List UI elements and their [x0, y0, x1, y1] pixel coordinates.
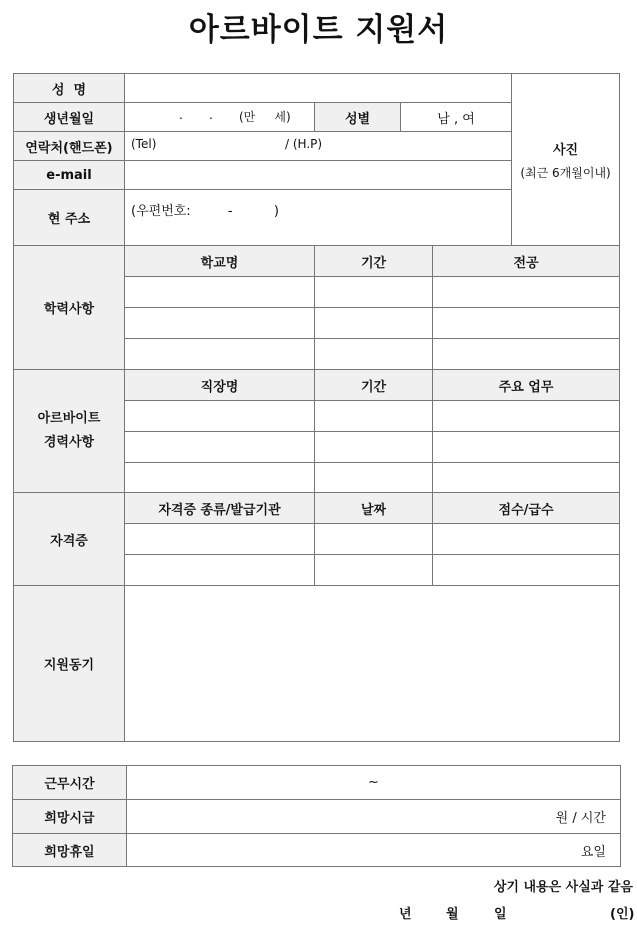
email-label: e-mail — [14, 161, 125, 190]
form-title: 아르바이트 지원서 — [188, 12, 449, 48]
wage-field[interactable]: 원 / 시간 — [127, 800, 621, 834]
hours-label: 근무시간 — [13, 766, 127, 800]
education-cell[interactable] — [125, 339, 315, 370]
wage-label: 희망시급 — [13, 800, 127, 834]
education-cell[interactable] — [315, 277, 433, 308]
career-cell[interactable] — [315, 401, 433, 432]
gender-field[interactable]: 남 , 여 — [401, 103, 512, 132]
birth-dot-1: . — [179, 108, 183, 122]
email-field[interactable] — [125, 161, 512, 190]
work-conditions-table — [12, 765, 621, 867]
license-header-date: 날짜 — [315, 493, 433, 524]
motivation-field[interactable] — [125, 586, 620, 742]
education-label: 학력사항 — [14, 246, 125, 370]
name-label: 성 명 — [14, 74, 125, 103]
license-cell[interactable] — [315, 524, 433, 555]
career-cell[interactable] — [315, 432, 433, 463]
date-month-label: 월 — [446, 907, 459, 922]
career-header-period: 기간 — [315, 370, 433, 401]
education-cell[interactable] — [433, 277, 620, 308]
career-cell[interactable] — [125, 463, 315, 493]
career-label — [14, 370, 125, 493]
license-cell[interactable] — [315, 555, 433, 586]
application-form-table — [13, 73, 620, 742]
birth-field[interactable] — [125, 103, 315, 132]
license-cell[interactable] — [125, 555, 315, 586]
education-header-school: 학교명 — [125, 246, 315, 277]
contact-hp-label: / (H.P) — [285, 137, 323, 151]
education-header-major: 전공 — [433, 246, 620, 277]
contact-tel-label: (Tel) — [131, 137, 157, 151]
education-cell[interactable] — [433, 339, 620, 370]
education-header-period: 기간 — [315, 246, 433, 277]
holiday-field[interactable]: 요일 — [127, 834, 621, 867]
holiday-label: 희망휴일 — [13, 834, 127, 867]
photo-box[interactable] — [512, 74, 620, 246]
education-cell[interactable] — [433, 308, 620, 339]
license-label: 자격증 — [14, 493, 125, 586]
address-label: 현 주소 — [14, 190, 125, 246]
license-cell[interactable] — [125, 524, 315, 555]
date-day-label: 일 — [494, 907, 507, 922]
career-label-line2: 경력사항 — [43, 435, 95, 450]
address-field[interactable] — [125, 190, 512, 246]
birth-dot-2: . — [209, 108, 213, 122]
license-cell[interactable] — [433, 524, 620, 555]
motivation-label: 지원동기 — [14, 586, 125, 742]
date-year-label: 년 — [399, 907, 412, 922]
education-cell[interactable] — [125, 308, 315, 339]
statement-text: 상기 내용은 사실과 같음 — [493, 880, 633, 895]
career-header-duties: 주요 업무 — [433, 370, 620, 401]
career-cell[interactable] — [433, 463, 620, 493]
address-postal: (우편번호: - ) — [131, 204, 279, 219]
license-header-type: 자격증 종류/발급기관 — [125, 493, 315, 524]
name-field[interactable] — [125, 74, 512, 103]
gender-label: 성별 — [315, 103, 401, 132]
career-cell[interactable] — [315, 463, 433, 493]
career-cell[interactable] — [125, 432, 315, 463]
hours-field[interactable]: ~ — [127, 766, 621, 800]
photo-note: (최근 6개월이내) — [520, 165, 611, 180]
contact-label: 연락처(핸드폰) — [14, 132, 125, 161]
license-cell[interactable] — [433, 555, 620, 586]
photo-label: 사진 — [553, 142, 579, 158]
license-header-score: 점수/급수 — [433, 493, 620, 524]
contact-field[interactable] — [125, 132, 512, 161]
career-label-line1: 아르바이트 — [37, 411, 101, 426]
seal-label: (인) — [610, 907, 635, 922]
birth-age: (만 세) — [239, 110, 291, 124]
education-cell[interactable] — [315, 339, 433, 370]
education-cell[interactable] — [315, 308, 433, 339]
birth-label: 생년월일 — [14, 103, 125, 132]
career-cell[interactable] — [433, 432, 620, 463]
career-header-workplace: 직장명 — [125, 370, 315, 401]
career-cell[interactable] — [433, 401, 620, 432]
career-cell[interactable] — [125, 401, 315, 432]
education-cell[interactable] — [125, 277, 315, 308]
